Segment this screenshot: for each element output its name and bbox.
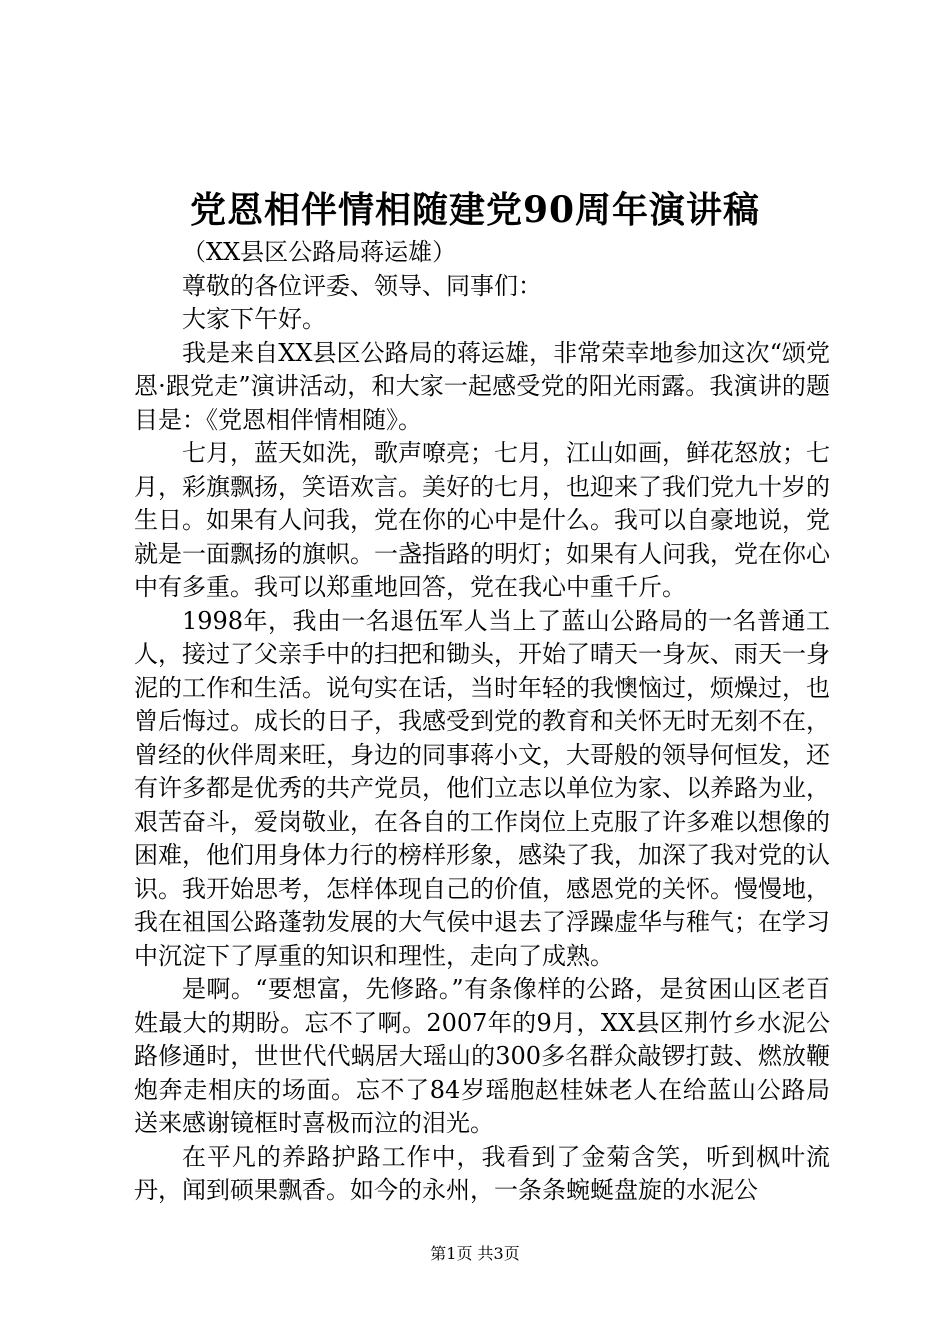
body-paragraph: 1998年，我由一名退伍军人当上了蓝山公路局的一名普通工人，接过了父亲手中的扫把和锄头，开始了晴天一身灰、雨天一身泥的工作和生活。说句实在话，当时年轻的我懊恼过，烦燥过，也曾后悔过。成长的日子，我感受到党的教育和关怀无时无刻不在，曾经的伙伴周来旺，身边的同事蒋小文，大哥般的领导何恒发，还有许多都是优秀的共产党员，他们立志以单位为家、以养路为业，艰苦奋斗，爱岗敬业，在各自的工作岗位上克服了许多难以想像的困难，他们用身体力行的榜样形象，感染了我，加深了我对党的认识。我开始思考，怎样体现自己的价值，感恩党的关怀。慢慢地，我在祖国公路蓬勃发展的大气侯中退去了浮躁虚华与稚气；在学习中沉淀下了厚重的知识和理性，走向了成熟。 bbox=[134, 606, 830, 970]
page-number-footer: 第1页 共3页 bbox=[430, 1244, 520, 1263]
body-paragraph: 在平凡的养路护路工作中，我看到了金菊含笑，听到枫叶流丹，闻到硕果飘香。如今的永州，一条条蜿蜒盘旋的水泥公 bbox=[134, 1142, 830, 1204]
greeting: 大家下午好。 bbox=[182, 305, 326, 333]
document-body bbox=[134, 236, 830, 1208]
author-line: （XX县区公路局蒋运雄） bbox=[182, 238, 457, 266]
document-title: 党恩相伴情相随建党90周年演讲稿 bbox=[189, 189, 761, 231]
body-paragraph: 我是来自XX县区公路局的蒋运雄，非常荣幸地参加这次“颂党恩·跟党走”演讲活动，和大家一起感受党的阳光雨露。我演讲的题目是：《党恩相伴情相随》。 bbox=[134, 338, 830, 434]
body-paragraph: 七月，蓝天如洗，歌声嘹亮；七月，江山如画，鲜花怒放；七月，彩旗飘扬，笑语欢言。美好的七月，也迎来了我们党九十岁的生日。如果有人问我，党在你的心中是什么。我可以自豪地说，党就是一面飘扬的旗帜。一盏指路的明灯；如果有人问我，党在你心中有多重。我可以郑重地回答，党在我心中重千斤。 bbox=[134, 439, 830, 601]
salutation: 尊敬的各位评委、领导、同事们： bbox=[182, 271, 542, 300]
body-paragraph: 是啊。“要想富，先修路。”有条像样的公路，是贫困山区老百姓最大的期盼。忘不了啊。2007年的9月，XX县区荆竹乡水泥公路修通时，世世代代蜗居大瑶山的300多名群众敲锣打鼓、燃放鞭炮奔走相庆的场面。忘不了84岁瑶胞赵桂妹老人在给蓝山公路局送来感谢镜框时喜极而泣的泪光。 bbox=[134, 975, 830, 1137]
